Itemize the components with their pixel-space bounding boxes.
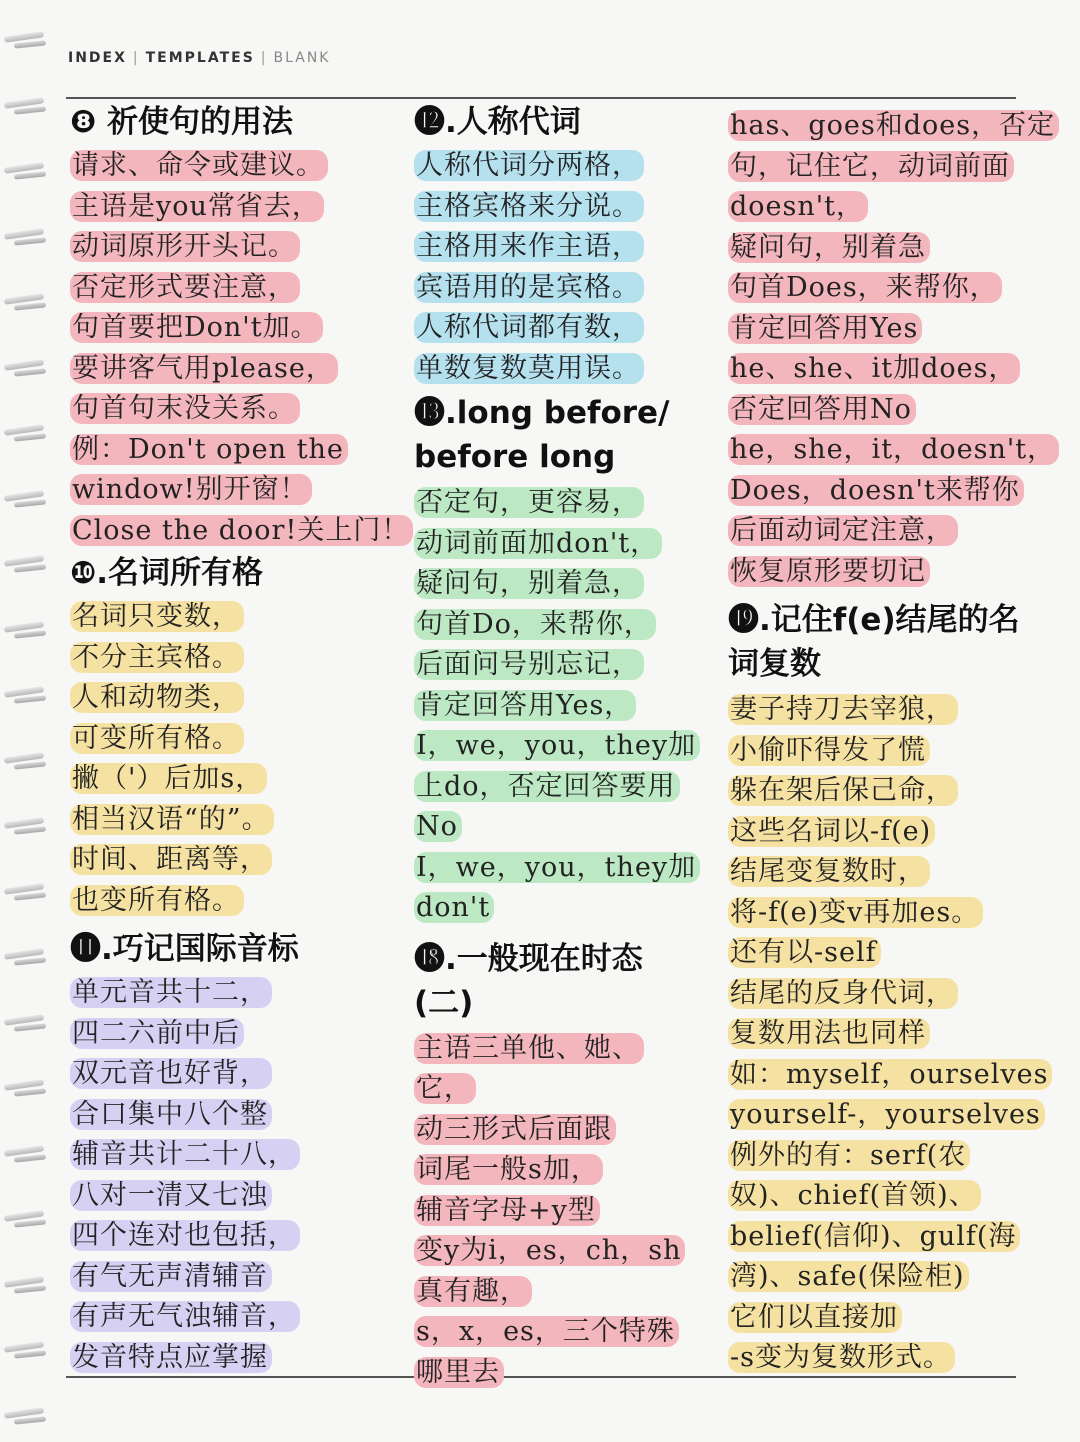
highlighted-text: 它们以直接加 <box>728 1302 902 1333</box>
highlighted-text: 合口集中八个整 <box>70 1099 272 1130</box>
spiral-ring <box>4 1144 46 1166</box>
text-line <box>70 1054 405 1095</box>
section-body-8 <box>70 146 410 551</box>
section-title-18: ⓲.一般现在时态 (二) <box>414 940 643 1021</box>
highlighted-text: 时间、距离等， <box>70 844 272 875</box>
highlighted-text: 句首要把Don't加。 <box>70 312 323 343</box>
text-line <box>728 690 1058 731</box>
highlighted-text: Does，doesn't来帮你 <box>728 475 1024 506</box>
text-line <box>728 933 1058 974</box>
highlighted-text: 单元音共十二， <box>70 977 272 1008</box>
highlighted-text: 还有以-self <box>728 937 881 968</box>
text-line <box>70 638 405 679</box>
highlighted-text: 双元音也好背， <box>70 1058 272 1089</box>
text-line <box>414 308 714 349</box>
spiral-ring <box>4 423 46 445</box>
text-line <box>728 511 1058 552</box>
spiral-ring <box>4 1078 46 1100</box>
highlighted-text: 否定句，更容易， <box>414 487 644 518</box>
text-line <box>414 1110 714 1151</box>
text-line <box>728 1217 1058 1258</box>
spiral-ring <box>4 685 46 707</box>
text-line <box>728 1176 1058 1217</box>
highlighted-text: 奴)、chief(首领)、 <box>728 1180 981 1211</box>
highlighted-text: 如：myself，ourselves <box>728 1059 1052 1090</box>
highlighted-text: 句首句末没关系。 <box>70 393 300 424</box>
highlighted-text: -s变为复数形式。 <box>728 1342 955 1373</box>
spiral-ring <box>4 489 46 511</box>
spiral-ring <box>4 620 46 642</box>
column-3 <box>728 100 1058 1379</box>
text-line <box>728 1338 1058 1379</box>
spiral-ring <box>4 1340 46 1362</box>
text-line <box>70 1095 405 1136</box>
spiral-ring <box>4 1013 46 1035</box>
section-body-18 <box>414 1029 714 1394</box>
text-line <box>414 1191 714 1232</box>
highlighted-text: 疑问句，别着急， <box>414 568 644 599</box>
text-line <box>728 1014 1058 1055</box>
text-line <box>414 187 714 228</box>
spiral-ring <box>4 1275 46 1297</box>
highlighted-text: 发音特点应掌握 <box>70 1342 272 1373</box>
section-title-13: ⓭.long before/ before long <box>414 395 670 475</box>
highlighted-text: 请求、命令或建议。 <box>70 150 328 181</box>
text-line <box>70 268 405 309</box>
text-line <box>70 1297 405 1338</box>
top-divider <box>66 97 1016 99</box>
highlighted-text: 小偷吓得发了慌 <box>728 735 930 766</box>
highlighted-text: 可变所有格。 <box>70 723 244 754</box>
highlighted-text: 上do，否定回答要用 <box>414 771 680 802</box>
highlighted-text: 动词前面加don't， <box>414 528 662 559</box>
highlighted-text: Close the door!关上门！ <box>70 515 413 546</box>
highlighted-text: yourself-，yourselves <box>728 1099 1045 1130</box>
text-line <box>728 1055 1058 1096</box>
highlighted-text: 句，记住它，动词前面 <box>728 151 1014 182</box>
text-line <box>728 731 1058 772</box>
text-line <box>414 227 714 268</box>
text-line <box>414 888 714 929</box>
spiral-ring <box>4 227 46 249</box>
highlighted-text: 有声无气浊辅音， <box>70 1301 300 1332</box>
highlighted-text: 句首Does，来帮你， <box>728 272 1002 303</box>
nav-index-link[interactable]: INDEX <box>68 50 127 66</box>
text-line <box>70 719 405 760</box>
text-line <box>414 1069 714 1110</box>
text-line <box>728 852 1058 893</box>
highlighted-text: I，we，you，they加 <box>414 852 700 883</box>
text-line <box>70 187 405 228</box>
text-line <box>70 1257 405 1298</box>
text-line <box>728 812 1058 853</box>
highlighted-text: 四二六前中后 <box>70 1018 244 1049</box>
text-line <box>414 767 714 808</box>
text-line <box>728 1298 1058 1339</box>
text-line <box>414 1231 714 1272</box>
text-line <box>70 973 405 1014</box>
highlighted-text: 不分主宾格。 <box>70 642 244 673</box>
highlighted-text: 例：Don't open the <box>70 434 348 465</box>
text-line <box>70 1216 405 1257</box>
text-line <box>70 349 405 390</box>
highlighted-text: 主格用来作主语， <box>414 231 644 262</box>
column-1 <box>70 100 410 1378</box>
spiral-ring <box>4 1406 46 1428</box>
text-line <box>414 726 714 767</box>
highlighted-text: 后面动词定注意， <box>728 515 958 546</box>
highlighted-text: 辅音字母+y型 <box>414 1195 600 1226</box>
highlighted-text: 变y为i，es，ch，sh <box>414 1235 685 1266</box>
text-line <box>70 1014 405 1055</box>
spiral-ring <box>4 30 46 52</box>
highlighted-text: 相当汉语“的”。 <box>70 804 274 835</box>
highlighted-text: don't <box>414 892 494 923</box>
highlighted-text: 动三形式后面跟 <box>414 1114 616 1145</box>
highlighted-text: 妻子持刀去宰狼， <box>728 694 958 725</box>
section-title-8: ❽ 祈使句的用法 <box>70 104 294 140</box>
text-line <box>728 552 1058 593</box>
column-2 <box>414 100 714 1393</box>
text-line <box>728 349 1058 390</box>
text-line <box>414 349 714 390</box>
text-line <box>728 1095 1058 1136</box>
highlighted-text: 也变所有格。 <box>70 885 244 916</box>
highlighted-text: 哪里去 <box>414 1357 504 1388</box>
text-line <box>70 227 405 268</box>
highlighted-text: I，we，you，they加 <box>414 730 700 761</box>
highlighted-text: 要讲客气用please， <box>70 353 338 384</box>
text-line <box>414 524 714 565</box>
highlighted-text: 肯定回答用Yes <box>728 313 922 344</box>
text-line <box>70 470 405 511</box>
highlighted-text: 躲在架后保己命， <box>728 775 958 806</box>
highlighted-text: 它， <box>414 1073 476 1104</box>
top-navigation: INDEX | TEMPLATES | BLANK <box>68 50 331 66</box>
text-line <box>414 1312 714 1353</box>
section-title-19: ⓳.记住f(e)结尾的名词复数 <box>728 602 1020 682</box>
highlighted-text: 湾)、safe(保险柜) <box>728 1261 969 1292</box>
highlighted-text: 八对一清又七浊 <box>70 1180 272 1211</box>
text-line <box>414 605 714 646</box>
text-line <box>728 309 1058 350</box>
nav-blank-link[interactable]: BLANK <box>273 50 331 66</box>
text-line <box>70 146 405 187</box>
spiral-ring <box>4 947 46 969</box>
section-body-10 <box>70 597 405 921</box>
text-line <box>728 390 1058 431</box>
text-line <box>728 106 1058 147</box>
text-line <box>728 1257 1058 1298</box>
text-line <box>70 678 405 719</box>
text-line <box>414 807 714 848</box>
section-title-10: ❿.名词所有格 <box>70 555 264 591</box>
highlighted-text: 主格宾格来分说。 <box>414 191 644 222</box>
highlighted-text: 否定形式要注意， <box>70 272 300 303</box>
nav-templates-link[interactable]: TEMPLATES <box>145 50 255 66</box>
text-line <box>728 1136 1058 1177</box>
highlighted-text: 人和动物类， <box>70 682 244 713</box>
section-title-11: ⓫.巧记国际音标 <box>70 931 299 967</box>
highlighted-text: s，x，es，三个特殊 <box>414 1316 679 1347</box>
text-line <box>414 146 714 187</box>
highlighted-text: 例外的有：serf(农 <box>728 1140 970 1171</box>
text-line <box>728 471 1058 512</box>
highlighted-text: 动词原形开头记。 <box>70 231 300 262</box>
highlighted-text: he、she、it加does， <box>728 353 1020 384</box>
text-line <box>728 771 1058 812</box>
highlighted-text: 结尾的反身代词， <box>728 978 958 1009</box>
text-line <box>70 759 405 800</box>
text-line <box>728 268 1058 309</box>
section-body-19 <box>728 690 1058 1379</box>
highlighted-text: 四个连对也包括， <box>70 1220 300 1251</box>
spiral-ring <box>4 554 46 576</box>
highlighted-text: belief(信仰)、gulf(海 <box>728 1221 1020 1252</box>
highlighted-text: 主语是you常省去， <box>70 191 324 222</box>
highlighted-text: 否定回答用No <box>728 394 916 425</box>
text-line <box>414 848 714 889</box>
highlighted-text: 辅音共计二十八， <box>70 1139 300 1170</box>
highlighted-text: 将-f(e)变v再加es。 <box>728 897 983 928</box>
text-line <box>414 1353 714 1394</box>
highlighted-text: 单数复数莫用误。 <box>414 353 644 384</box>
text-line <box>70 389 405 430</box>
highlighted-text: 疑问句，别着急 <box>728 232 930 263</box>
section-body-12 <box>414 146 714 389</box>
text-line <box>70 800 405 841</box>
highlighted-text: 后面问号别忘记， <box>414 649 644 680</box>
text-line <box>728 893 1058 934</box>
spiral-ring <box>4 1209 46 1231</box>
highlighted-text: window!别开窗！ <box>70 474 312 505</box>
highlighted-text: he，she，it，doesn't， <box>728 434 1059 465</box>
text-line <box>728 228 1058 269</box>
spiral-binding <box>0 30 52 1420</box>
spiral-ring <box>4 161 46 183</box>
highlighted-text: 词尾一般s加， <box>414 1154 603 1185</box>
section-body-continued <box>728 106 1058 592</box>
text-line <box>70 1176 405 1217</box>
text-line <box>728 187 1058 228</box>
text-line <box>728 147 1058 188</box>
text-line <box>70 840 405 881</box>
highlighted-text: 这些名词以-f(e) <box>728 816 935 847</box>
spiral-ring <box>4 751 46 773</box>
text-line <box>70 597 405 638</box>
text-line <box>414 686 714 727</box>
highlighted-text: 真有趣， <box>414 1276 532 1307</box>
highlighted-text: 结尾变复数时， <box>728 856 930 887</box>
text-line <box>70 308 405 349</box>
highlighted-text: 肯定回答用Yes， <box>414 690 636 721</box>
text-line <box>70 1338 405 1379</box>
text-line <box>414 268 714 309</box>
highlighted-text: 恢复原形要切记 <box>728 556 930 587</box>
text-line <box>70 511 410 552</box>
highlighted-text: 宾语用的是宾格。 <box>414 272 644 303</box>
text-line <box>414 483 714 524</box>
section-body-13 <box>414 483 714 929</box>
spiral-ring <box>4 358 46 380</box>
highlighted-text: 人称代词都有数， <box>414 312 644 343</box>
spiral-ring <box>4 96 46 118</box>
text-line <box>414 1029 714 1070</box>
text-line <box>414 1150 714 1191</box>
text-line <box>414 564 714 605</box>
text-line <box>70 1135 405 1176</box>
text-line <box>728 974 1058 1015</box>
highlighted-text: 名词只变数， <box>70 601 244 632</box>
text-line <box>414 645 714 686</box>
section-body-11 <box>70 973 405 1378</box>
text-line <box>70 430 405 471</box>
highlighted-text: has、goes和does，否定 <box>728 110 1059 141</box>
highlighted-text: No <box>414 811 462 842</box>
spiral-ring <box>4 816 46 838</box>
text-line <box>414 1272 714 1313</box>
highlighted-text: 句首Do，来帮你， <box>414 609 656 640</box>
highlighted-text: 主语三单他、她、 <box>414 1033 644 1064</box>
highlighted-text: 撇（'）后加s， <box>70 763 267 794</box>
section-title-12: ⓬.人称代词 <box>414 104 581 140</box>
highlighted-text: 复数用法也同样 <box>728 1018 930 1049</box>
highlighted-text: doesn't， <box>728 191 868 222</box>
spiral-ring <box>4 882 46 904</box>
text-line <box>70 881 405 922</box>
text-line <box>728 430 1058 471</box>
highlighted-text: 人称代词分两格， <box>414 150 644 181</box>
spiral-ring <box>4 292 46 314</box>
highlighted-text: 有气无声清辅音 <box>70 1261 272 1292</box>
